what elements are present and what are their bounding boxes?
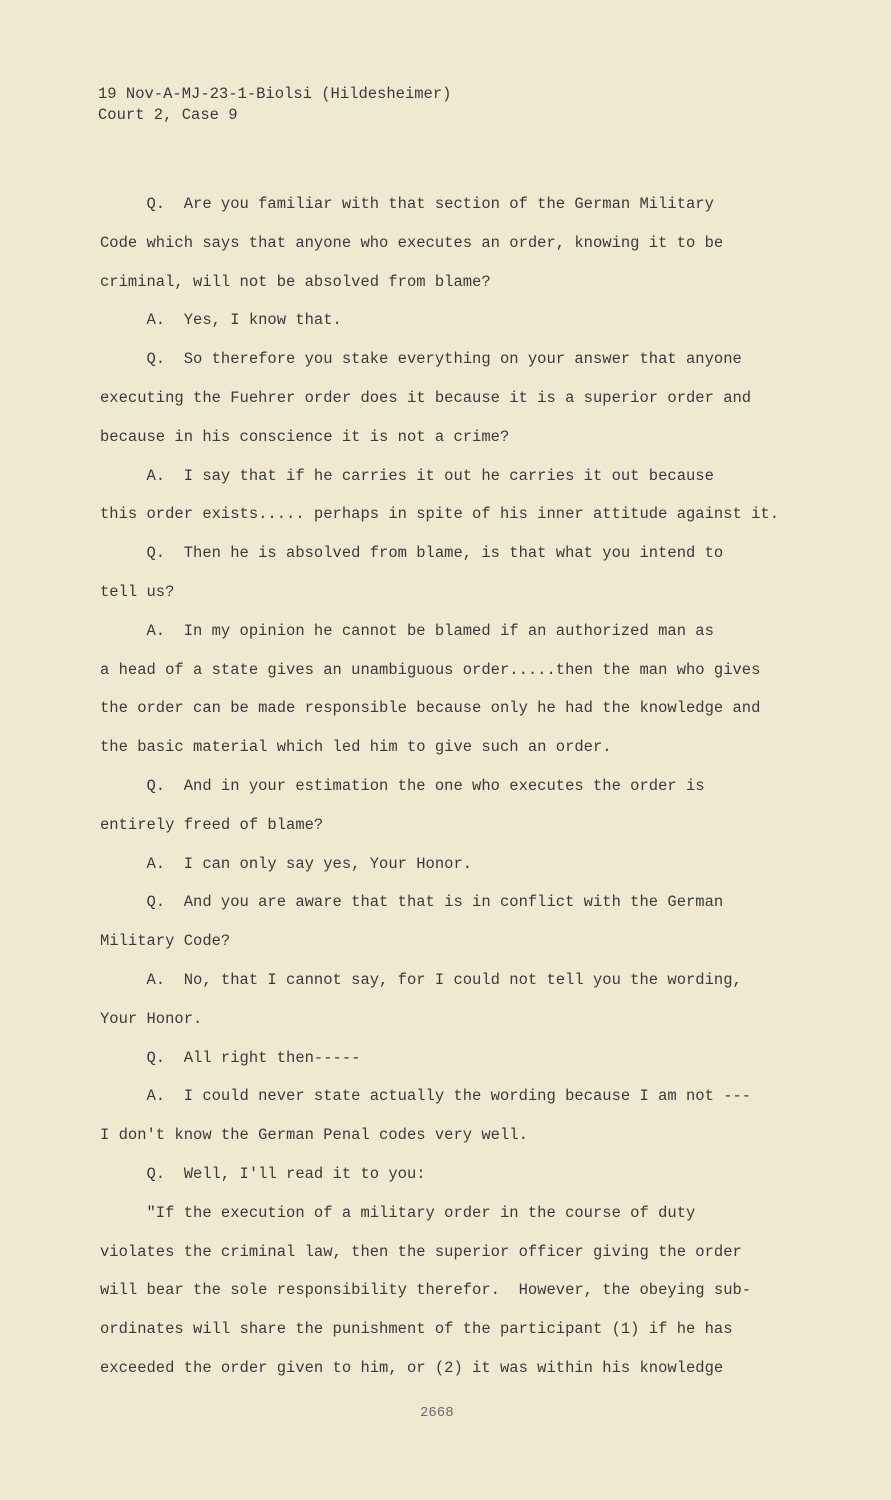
transcript-line: Military Code? bbox=[100, 932, 231, 951]
transcript-line: ordinates will share the punishment of the participant (1) if he has bbox=[100, 1320, 733, 1339]
transcript-line: "If the execution of a military order in the course of duty bbox=[100, 1203, 696, 1222]
transcript-line: a head of a state gives an unambiguous order.....then the man who gives bbox=[100, 660, 761, 679]
transcript-line: because in his conscience it is not a crime? bbox=[100, 427, 510, 446]
transcript-line: A. No, that I cannot say, for I could not tell you the wording, bbox=[100, 971, 742, 989]
transcript-line: Q. Well, I'll read it to you: bbox=[100, 1165, 426, 1183]
transcript-line: the basic material which led him to give such an order. bbox=[100, 738, 612, 757]
transcript-line: executing the Fuehrer order does it because it is a superior order and bbox=[100, 389, 752, 407]
transcript-line: this order exists..... perhaps in spite of his inner attitude against it. bbox=[100, 505, 780, 524]
transcript-line: A. Yes, I know that. bbox=[100, 311, 342, 330]
transcript-line: Q. So therefore you stake everything on your answer that anyone bbox=[100, 350, 742, 369]
transcript-line: A. I could never state actually the wording because I am not --- bbox=[100, 1087, 752, 1106]
transcript-line: A. I say that if he carries it out he carries it out because bbox=[100, 466, 714, 485]
transcript-line: exceeded the order given to him, or (2) it was within his knowledge bbox=[100, 1359, 724, 1377]
transcript-line: Q. And in your estimation the one who executes the order is bbox=[100, 777, 705, 795]
transcript-line: Your Honor. bbox=[100, 1009, 203, 1028]
reference-line: 19 Nov-A-MJ-23-1-Biolsi (Hildesheimer) bbox=[98, 85, 452, 103]
page-number: 2668 bbox=[420, 1405, 454, 1421]
transcript-line: A. I can only say yes, Your Honor. bbox=[100, 854, 473, 873]
transcript-line: will bear the sole responsibility therefor. However, the obeying sub- bbox=[100, 1281, 752, 1300]
transcript-line: entirely freed of blame? bbox=[100, 815, 324, 834]
transcript-line: Q. Then he is absolved from blame, is that what you intend to bbox=[100, 544, 724, 563]
transcript-line: criminal, will not be absolved from blame? bbox=[100, 272, 491, 291]
document-header bbox=[98, 84, 451, 126]
transcript-line: Q. Are you familiar with that section of the German Military bbox=[100, 195, 714, 213]
transcript-line: Q. All right then----- bbox=[100, 1048, 361, 1067]
transcript-line: Code which says that anyone who executes an order, knowing it to be bbox=[100, 233, 724, 252]
transcript-line: Q. And you are aware that that is in conflict with the German bbox=[100, 893, 724, 912]
transcript-line: the order can be made responsible because only he had the knowledge and bbox=[100, 699, 761, 718]
transcript-line: I don't know the German Penal codes very well. bbox=[100, 1126, 528, 1145]
transcript-line: violates the criminal law, then the superior officer giving the order bbox=[100, 1242, 742, 1261]
transcript-line: A. In my opinion he cannot be blamed if an authorized man as bbox=[100, 621, 714, 640]
court-case-line: Court 2, Case 9 bbox=[98, 106, 238, 124]
transcript-line: tell us? bbox=[100, 583, 175, 601]
